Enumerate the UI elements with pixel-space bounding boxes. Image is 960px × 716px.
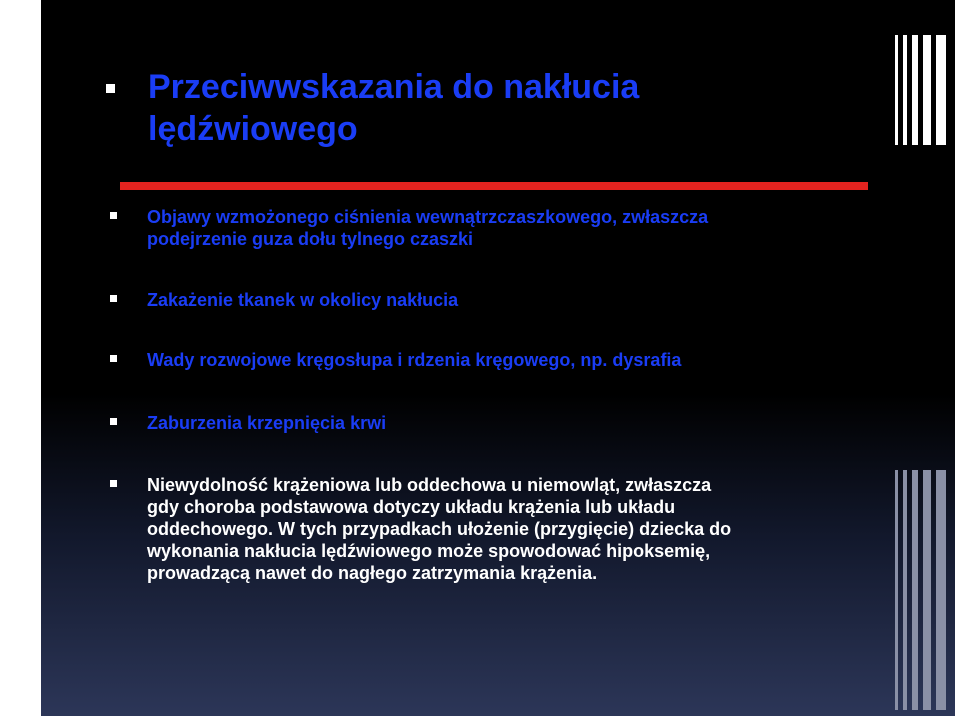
bullet-icon [110, 212, 117, 219]
bullet-icon [110, 295, 117, 302]
decorative-stripes-bottom [895, 470, 955, 710]
list-item-text: Zakażenie tkanek w okolicy nakłucia [147, 290, 459, 310]
list-item-text: Wady rozwojowe kręgosłupa i rdzenia kręgowego, np. dysrafia [147, 350, 682, 370]
title-bullet-icon [106, 84, 115, 93]
bullet-icon [110, 480, 117, 487]
bullet-icon [110, 355, 117, 362]
title-divider-bar [120, 182, 868, 190]
list-item-text: Objawy wzmożonego ciśnienia wewnątrzczaszkowego, zwłaszcza podejrzenie guza dołu tylnego czaszki [147, 207, 709, 249]
decorative-stripes-top [895, 35, 955, 145]
list-item-text: Zaburzenia krzepnięcia krwi [147, 413, 387, 433]
list-item-text: Niewydolność krążeniowa lub oddechowa u niemowląt, zwłaszcza gdy choroba podstawowa dotyczy układu krążenia lub układu oddechowego. W tych przypadkach ułożenie (przygięcie) dziecka do wykonania nakłucia lędźwiowego może spowodować hipoksemię, prowadzącą nawet do nagłego zatrzymania krążenia. [147, 475, 732, 583]
left-margin [0, 0, 41, 716]
right-margin [955, 0, 960, 716]
bullet-icon [110, 418, 117, 425]
slide-title: Przeciwwskazania do nakłucia lędźwiowego [148, 68, 640, 148]
